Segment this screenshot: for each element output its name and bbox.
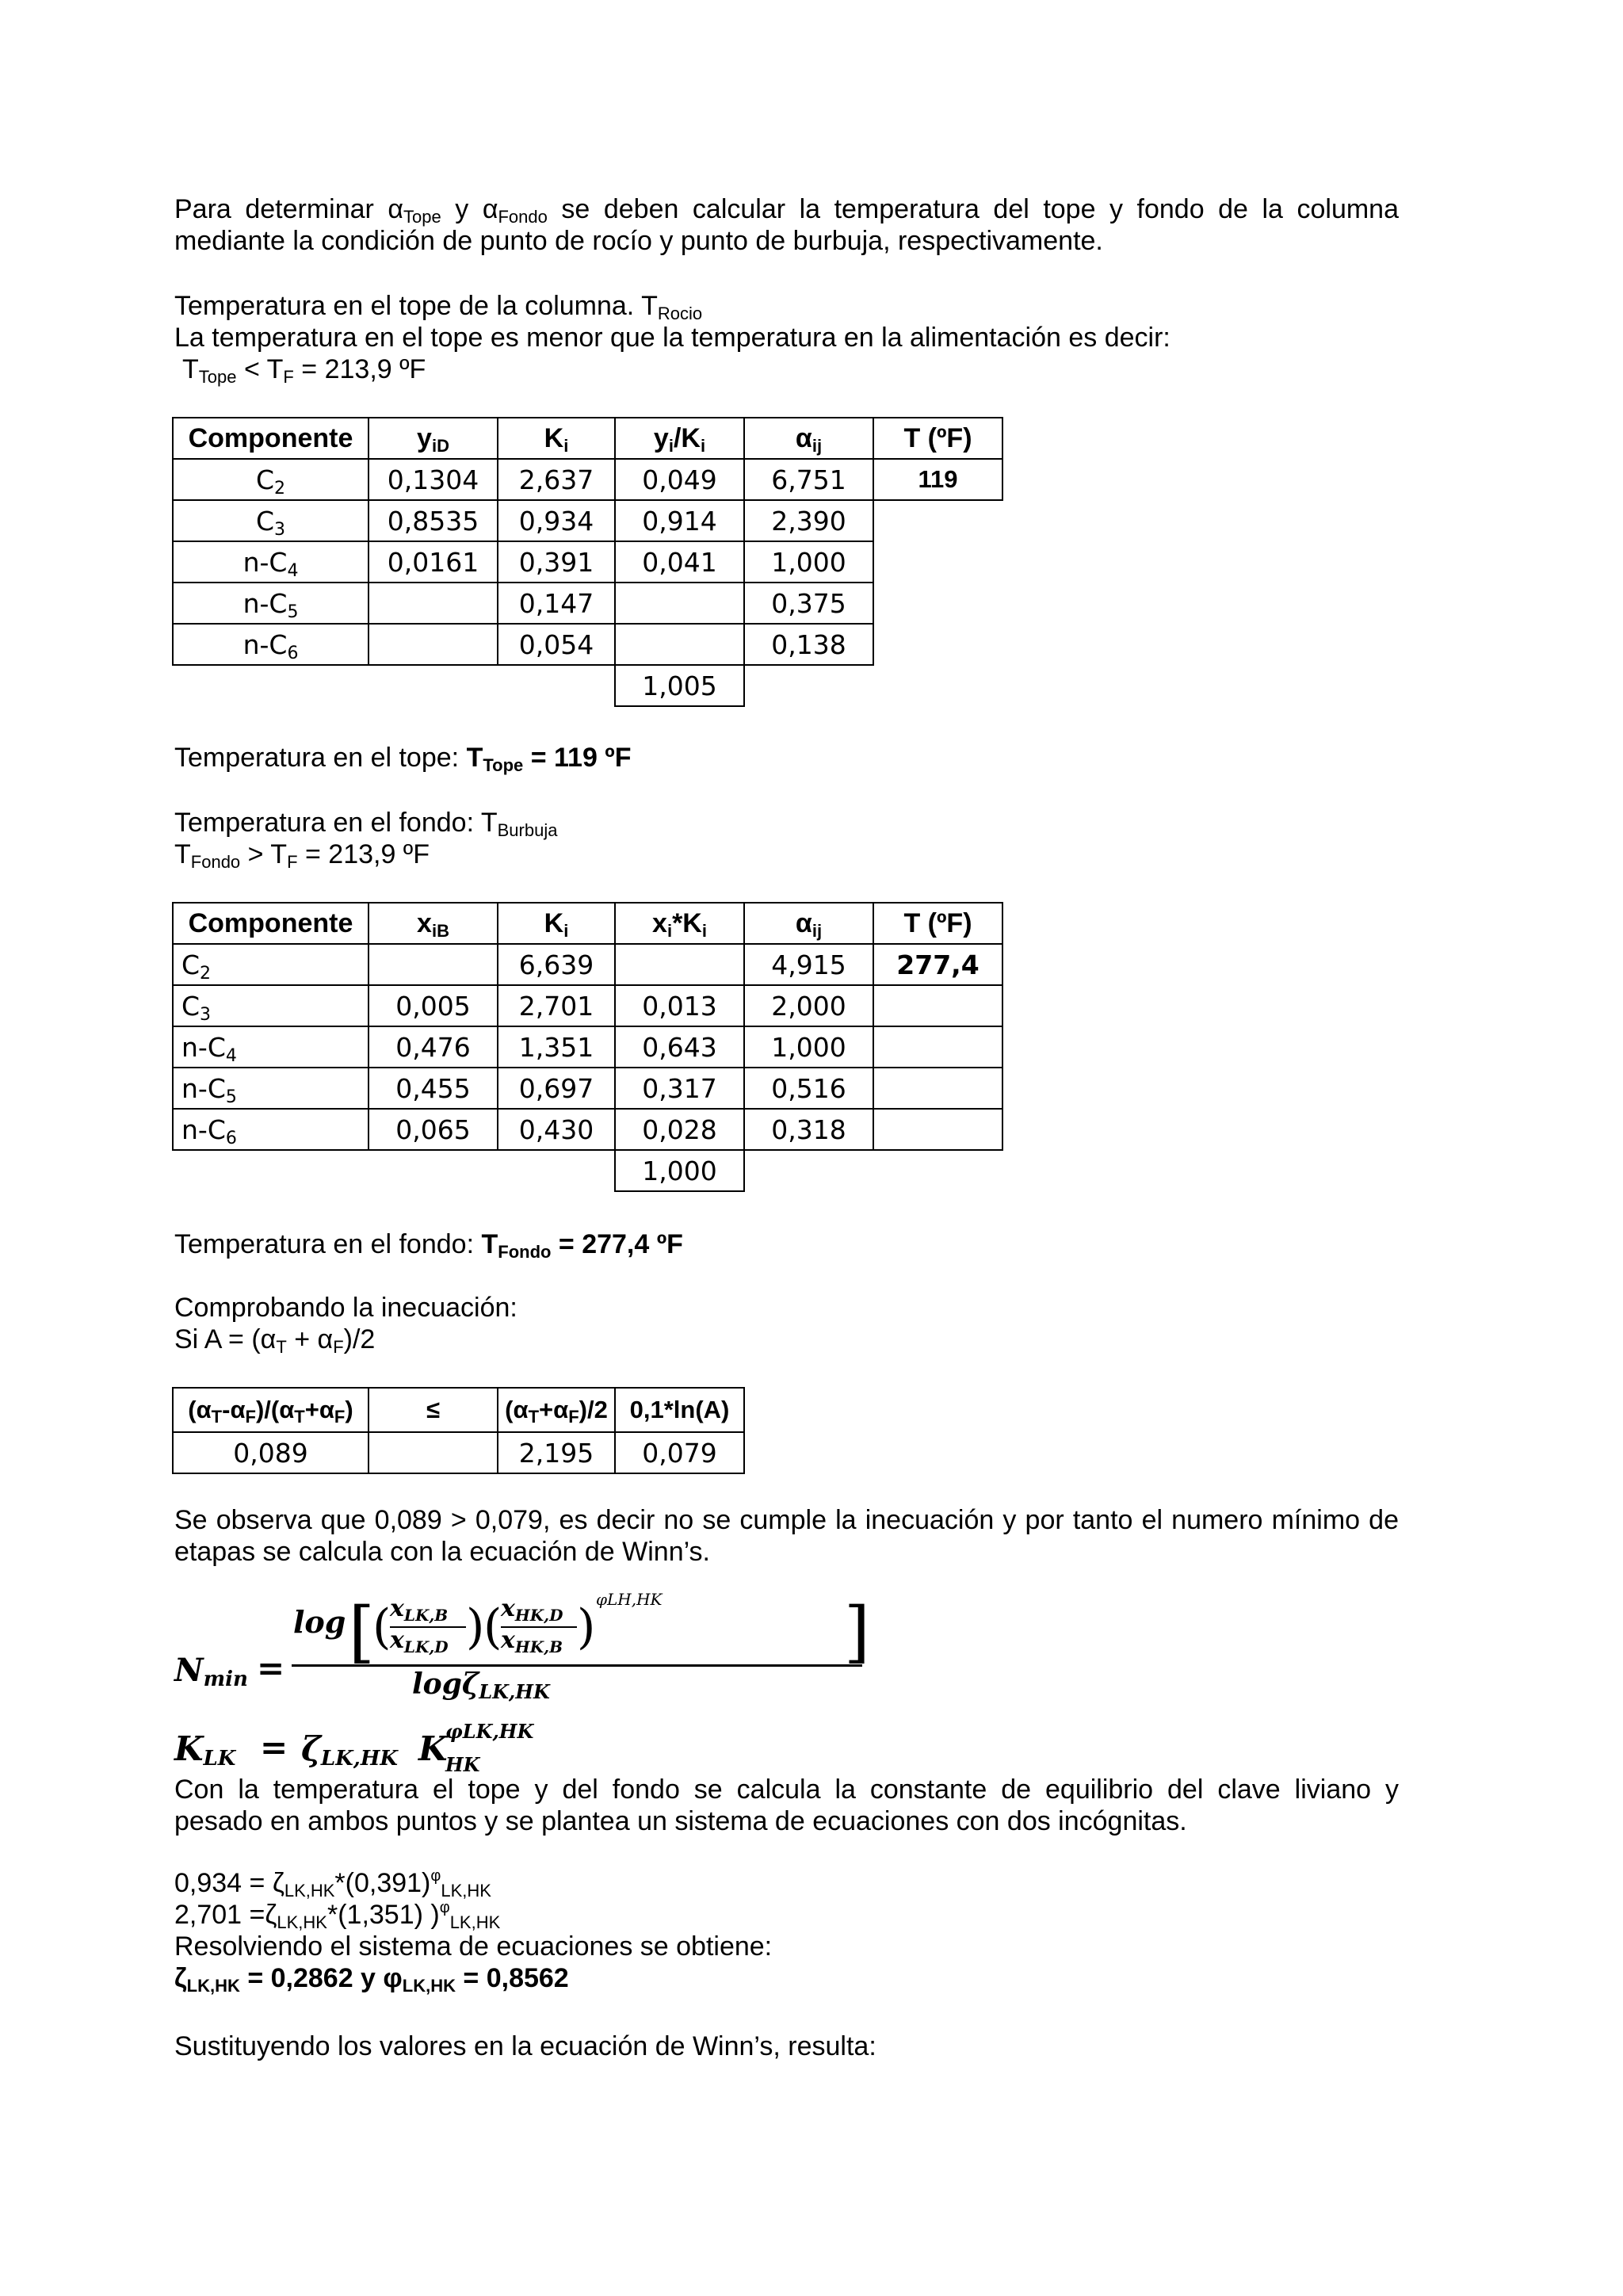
system-result: $\zeta_{LK,HK} = 0,2862$ y $\varphi_{LK,HK} = 0,8562$: [174, 1963, 569, 1996]
system-eq-2: $2,701 =\zeta_{LK,HK}*(1,351)$ )$^\varphi_{LK,HK}$: [174, 1899, 501, 1932]
table-sum-row: [173, 665, 1002, 706]
eq-exponent: φLH,HK: [596, 1590, 663, 1609]
k-equation: [174, 1720, 571, 1777]
eq-equals: =: [257, 1648, 285, 1687]
eq2-equals: =: [260, 1728, 288, 1767]
table-row: [173, 1432, 744, 1473]
cell-y: 0,1304: [369, 459, 498, 500]
table-row: [173, 1109, 1002, 1150]
table-row: [173, 500, 1002, 541]
cell-component: $C_2$: [173, 459, 369, 500]
cell-alpha: 0,138: [744, 624, 873, 665]
eq-paren-3: (: [483, 1599, 502, 1655]
cell-alpha: 2,000: [744, 985, 873, 1026]
check-section: [174, 1292, 1399, 1355]
cell-component: $n-C_4$: [173, 1026, 369, 1068]
cell-k: 0,697: [498, 1068, 615, 1109]
bubble-point-table: [172, 902, 1003, 1192]
top-section: [174, 290, 1399, 385]
intro-paragraph: [174, 193, 1399, 257]
winn-equation: [174, 1590, 870, 1704]
col-header-ratio: $(\alpha_T-\alpha_F)/(\alpha_T+\alpha_F)$: [173, 1388, 369, 1432]
cell-x-times-k: [615, 944, 744, 985]
cell-k: 1,351: [498, 1026, 615, 1068]
cell-y: [369, 624, 498, 665]
eq-x-hk-d: $x_{HK,D}$: [501, 1595, 563, 1625]
eq-x-hk-b: $x_{HK,B}$: [501, 1626, 563, 1656]
col-header-alpha: $\alpha_{ij}$: [744, 903, 873, 944]
cell-alpha: 0,375: [744, 583, 873, 624]
cell-sum: 1,000: [615, 1150, 744, 1191]
cell-component: $n-C_6$: [173, 624, 369, 665]
cell-alpha: 1,000: [744, 1026, 873, 1068]
cell-x: 0,005: [369, 985, 498, 1026]
cell-alpha: 0,516: [744, 1068, 873, 1109]
observation-line-2: etapas se calcula con la ecuación de Winn’s.: [174, 1537, 710, 1567]
inequality-table: [172, 1387, 745, 1474]
cell-y: 0,8535: [369, 500, 498, 541]
table-sum-row: [173, 1150, 1002, 1191]
cell-x-times-k: 0,028: [615, 1109, 744, 1150]
bottom-heading: Temperatura en el fondo: $T_{Burbuja}$: [174, 808, 558, 840]
col-header-k: $K_i$: [498, 903, 615, 944]
col-header-ln: 0,1*ln(A): [615, 1388, 744, 1432]
cell-y: [369, 583, 498, 624]
system-solve-text: Resolviendo el sistema de ecuaciones se obtiene:: [174, 1931, 773, 1962]
cell-alpha: 2,390: [744, 500, 873, 541]
col-header-t: T (ºF): [873, 903, 1002, 944]
top-result: Temperatura en el tope: $T_{Tope} = 119$ ºF: [174, 743, 632, 775]
col-header-t: T (ºF): [873, 418, 1002, 459]
cell-alpha: 1,000: [744, 541, 873, 583]
cell-k: 2,701: [498, 985, 615, 1026]
table-row: [173, 541, 1002, 583]
table-row: [173, 1026, 1002, 1068]
observation-line-1: Se observa que 0,089 > 0,079, es decir no se cumple la inecuación y por tanto el numero mínimo de: [174, 1505, 1399, 1535]
bottom-section: [174, 807, 1399, 870]
cell-y-over-k: 0,049: [615, 459, 744, 500]
col-header-leq: ≤: [369, 1388, 498, 1432]
eq-lhs: $N_{min}$: [174, 1652, 248, 1691]
table-row: [173, 1068, 1002, 1109]
cell-x: 0,065: [369, 1109, 498, 1150]
cell-y-over-k: 0,914: [615, 500, 744, 541]
eq2-zeta: $\zeta_{LK,HK}$: [301, 1729, 398, 1771]
intro-line-1: Para determinar $\alpha_{Tope}$ y $\alpha_{Fondo}$ se deben calcular la temperatura del tope y fondo de la columna: [174, 194, 1399, 227]
bottom-result: Temperatura en el fondo: $T_{Fondo} = 277,4$ ºF: [174, 1229, 683, 1262]
cell-x: 0,476: [369, 1026, 498, 1068]
table-row: [173, 944, 1002, 985]
eq2-k: K: [418, 1729, 448, 1768]
final-line: Sustituyendo los valores en la ecuación de Winn’s, resulta:: [174, 2031, 876, 2061]
eq2-k-sup: φLK,HK: [445, 1720, 534, 1743]
cell-component: $n-C_4$: [173, 541, 369, 583]
cell-k: 0,430: [498, 1109, 615, 1150]
cell-average: 2,195: [498, 1432, 615, 1473]
eq2-lhs: $K_{LK}$: [174, 1729, 236, 1771]
cell-alpha: 6,751: [744, 459, 873, 500]
cell-ratio: 0,089: [173, 1432, 369, 1473]
cell-alpha: 4,915: [744, 944, 873, 985]
system-line-1: Con la temperatura el tope y del fondo se calcula la constante de equilibrio del clave liviano y: [174, 1775, 1399, 1805]
eq-bracket-right: ]: [844, 1593, 870, 1671]
cell-component: $C_3$: [173, 500, 369, 541]
table-row: [173, 459, 1002, 500]
cell-y-over-k: 0,041: [615, 541, 744, 583]
eq-x-lk-d: $x_{LK,D}$: [390, 1626, 449, 1656]
col-header-y: $y_{iD}$: [369, 418, 498, 459]
table-row: [173, 583, 1002, 624]
eq-denominator: logζ$_{LK,HK}$: [412, 1668, 550, 1703]
cell-x: 0,455: [369, 1068, 498, 1109]
col-header-componente: Componente: [173, 903, 369, 944]
eq-paren-2: ): [466, 1599, 485, 1655]
cell-sum: 1,005: [615, 665, 744, 706]
cell-t: 277,4: [873, 944, 1002, 985]
dew-point-table: [172, 417, 1003, 707]
eq-log: log: [293, 1604, 346, 1640]
cell-component: $n-C_5$: [173, 1068, 369, 1109]
system-paragraph: [174, 1774, 1399, 1837]
eq-x-lk-b: $x_{LK,B}$: [390, 1595, 449, 1625]
eq-bracket-left: [: [349, 1593, 375, 1671]
eq-paren-1: (: [372, 1599, 391, 1655]
system-equations: [174, 1867, 1399, 1994]
cell-component: $n-C_5$: [173, 583, 369, 624]
cell-component: $C_3$: [173, 985, 369, 1026]
col-header-x-times-k: $x_i*K_i$: [615, 903, 744, 944]
top-condition: $T_{Tope} < T_F = 213,9$ ºF: [182, 354, 426, 387]
cell-y: 0,0161: [369, 541, 498, 583]
cell-x-times-k: 0,013: [615, 985, 744, 1026]
cell-component: $n-C_6$: [173, 1109, 369, 1150]
cell-x-times-k: 0,317: [615, 1068, 744, 1109]
cell-t: [873, 985, 1002, 1026]
system-line-2: pesado en ambos puntos y se plantea un sistema de ecuaciones con dos incógnitas.: [174, 1806, 1187, 1836]
check-definition: Si $A = (\alpha_T + \alpha_F)/2$: [174, 1324, 376, 1357]
cell-y-over-k: [615, 583, 744, 624]
eq-fraction-bar: [292, 1664, 862, 1667]
col-header-k: $K_i$: [498, 418, 615, 459]
top-statement: La temperatura en el tope es menor que la temperatura en la alimentación es decir:: [174, 323, 1170, 353]
cell-t: [873, 1109, 1002, 1150]
col-header-alpha: $\alpha_{ij}$: [744, 418, 873, 459]
table-row: [173, 624, 1002, 665]
top-heading: Temperatura en el tope de la columna. $T_{Rocio}$: [174, 291, 703, 323]
intro-line-2: mediante la condición de punto de rocío y punto de burbuja, respectivamente.: [174, 226, 1103, 256]
cell-k: 0,147: [498, 583, 615, 624]
cell-k: 6,639: [498, 944, 615, 985]
cell-alpha: 0,318: [744, 1109, 873, 1150]
cell-t: [873, 1026, 1002, 1068]
table-row: [173, 985, 1002, 1026]
cell-x-times-k: 0,643: [615, 1026, 744, 1068]
eq-paren-4: ): [577, 1599, 596, 1655]
cell-t: [873, 1068, 1002, 1109]
col-header-average: $(\alpha_T+\alpha_F)/2$: [498, 1388, 615, 1432]
cell-y-over-k: [615, 624, 744, 665]
eq2-k-sub: HK: [445, 1753, 480, 1776]
system-eq-1: $0,934 = \zeta_{LK,HK}*(0,391)^\varphi_{LK,HK}$: [174, 1867, 491, 1901]
check-heading: Comprobando la inecuación:: [174, 1293, 517, 1323]
cell-k: 0,054: [498, 624, 615, 665]
col-header-componente: Componente: [173, 418, 369, 459]
cell-component: $C_2$: [173, 944, 369, 985]
cell-k: 2,637: [498, 459, 615, 500]
bottom-condition: $T_{Fondo} > T_F = 213,9$ ºF: [174, 839, 430, 872]
cell-x: [369, 944, 498, 985]
col-header-y-over-k: $y_i/K_i$: [615, 418, 744, 459]
cell-k: 0,391: [498, 541, 615, 583]
observation-paragraph: [174, 1504, 1399, 1568]
cell-t: 119: [873, 459, 1002, 500]
cell-k: 0,934: [498, 500, 615, 541]
col-header-x: $x_{iB}$: [369, 903, 498, 944]
cell-ln: 0,079: [615, 1432, 744, 1473]
